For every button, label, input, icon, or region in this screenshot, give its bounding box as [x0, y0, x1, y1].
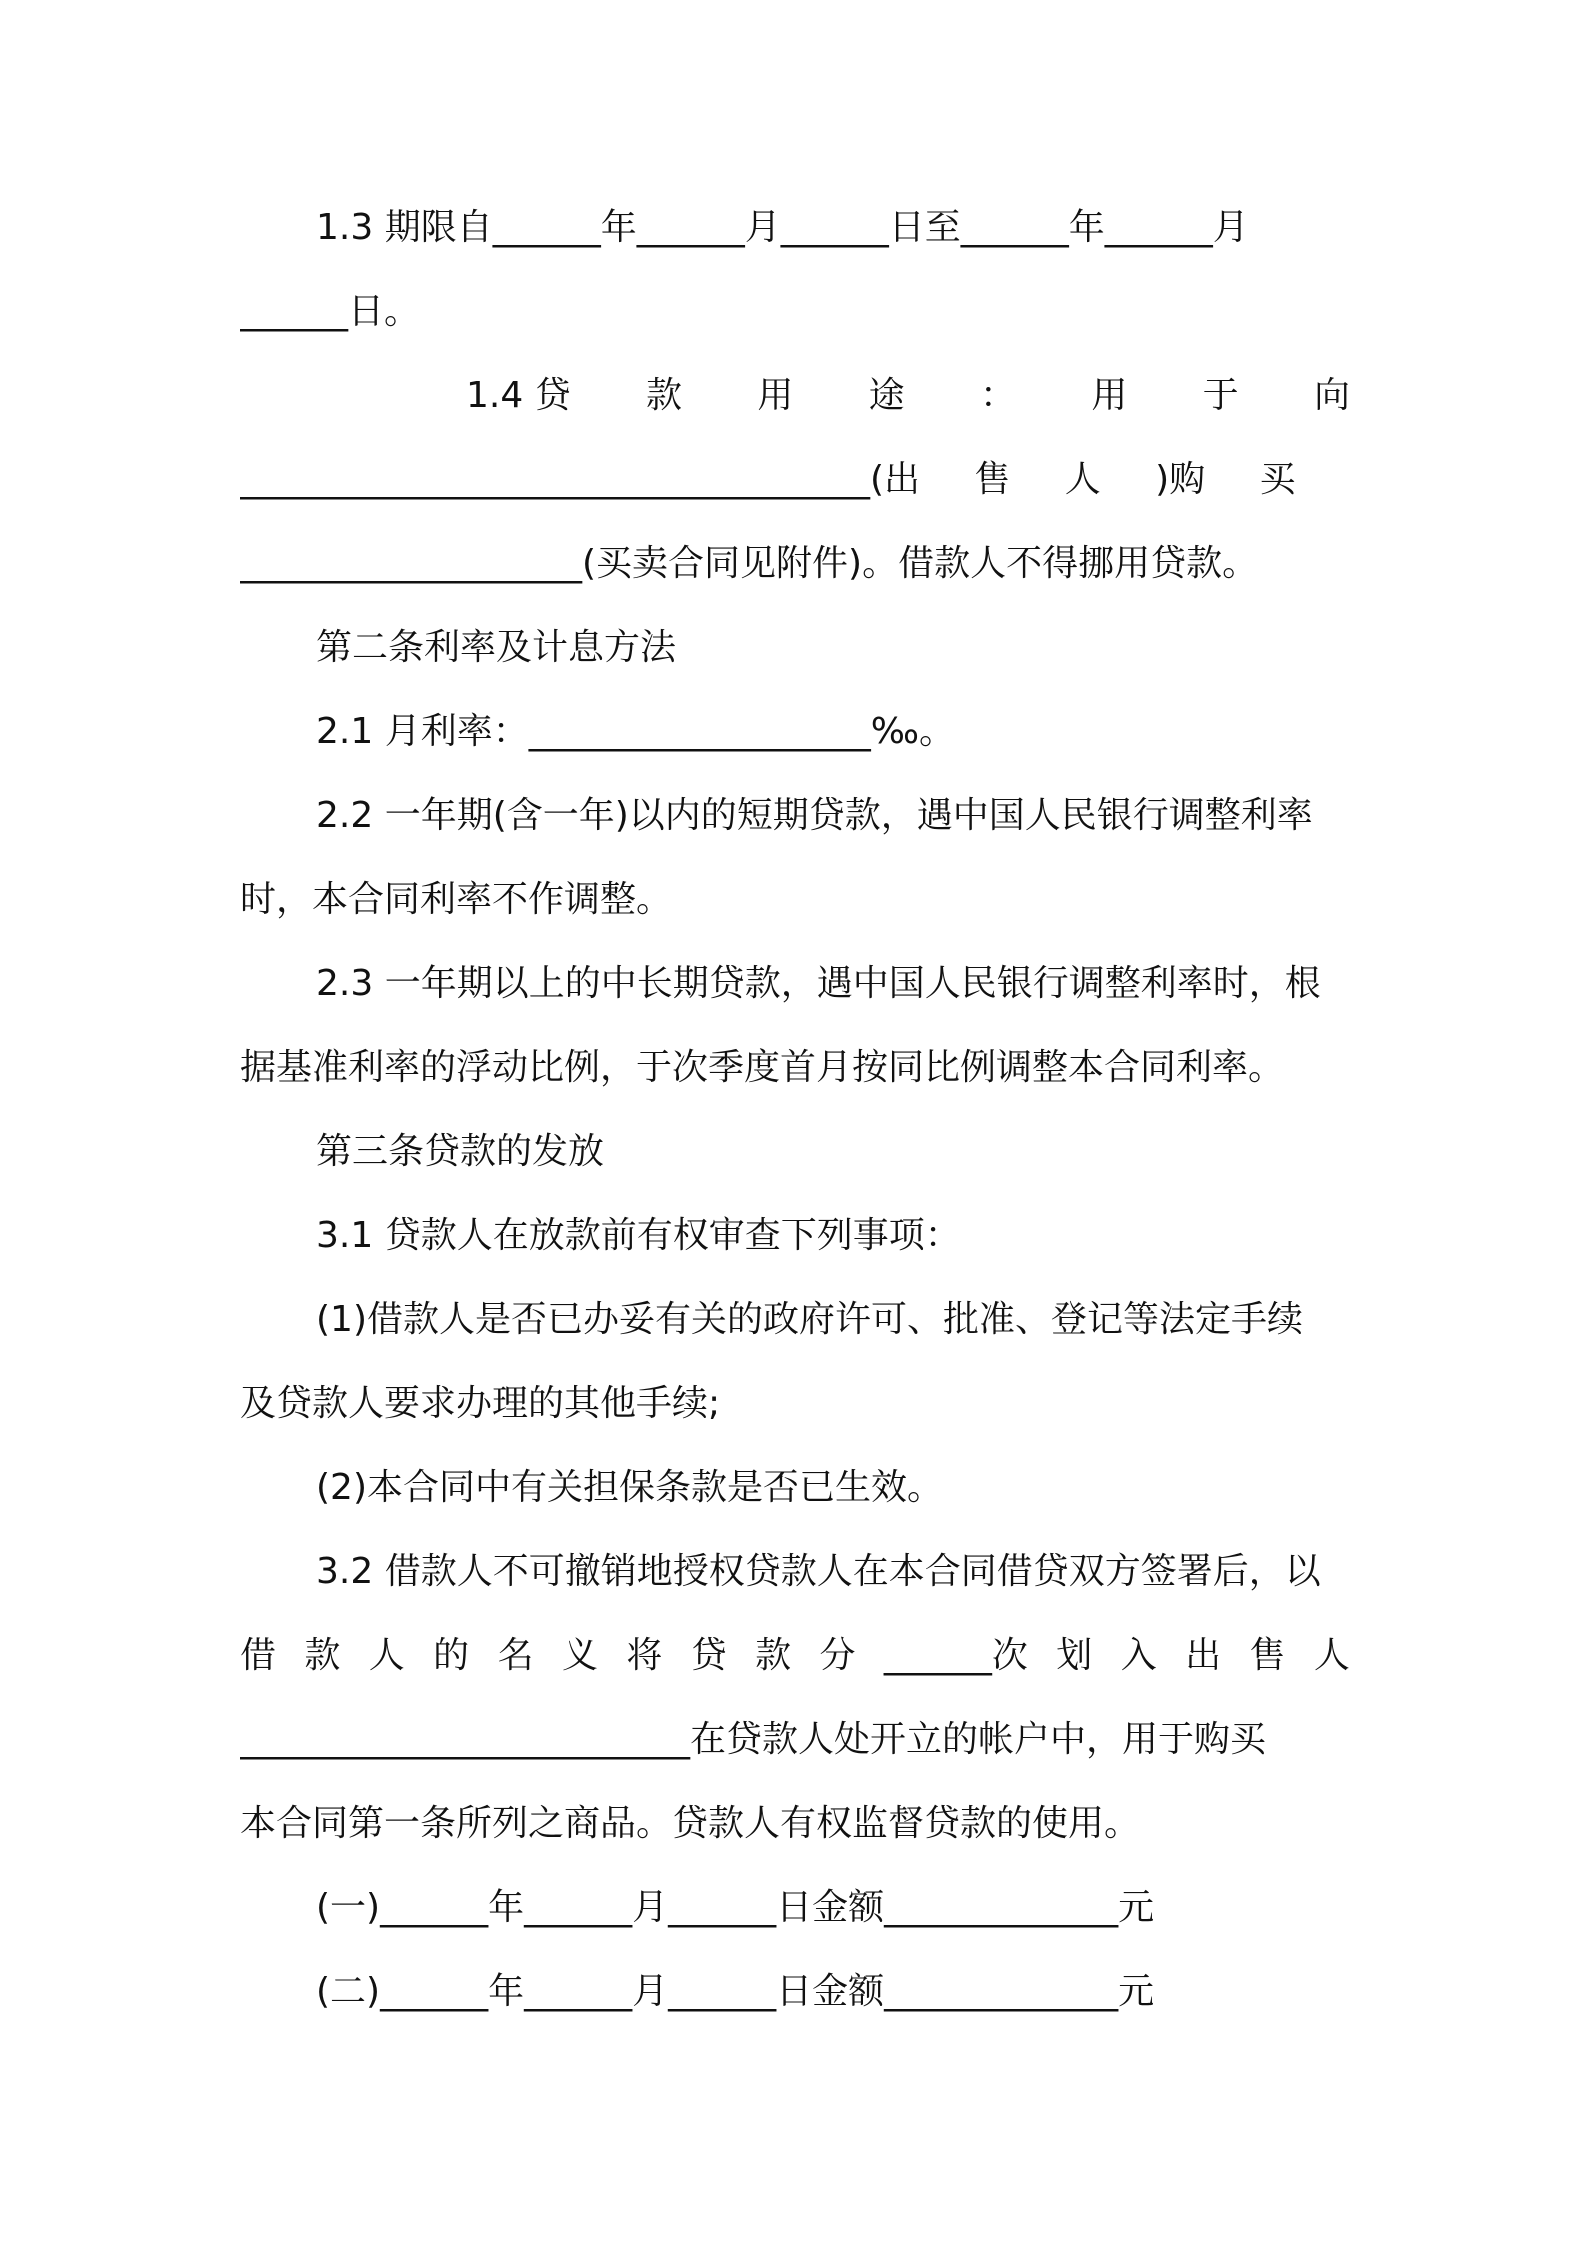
justified-char: ___________________________________(出 — [240, 459, 921, 500]
disbursement-row-1: (一)______年______月______日金额_____________元 — [316, 1887, 1155, 1928]
justified-char: 向 — [1313, 375, 1350, 416]
justified-char: 用 — [757, 375, 794, 416]
para-1-3-line-1: 1.3 期限自______年______月______日至______年______月 — [316, 207, 1249, 248]
justified-char: 出 — [1185, 1635, 1222, 1676]
para-3-2-line-3: _________________________在贷款人处开立的帐户中，用于购买 — [240, 1719, 1267, 1760]
para-3-2-line-4: 本合同第一条所列之商品。贷款人有权监督贷款的使用。 — [240, 1803, 1141, 1844]
justified-char: 途 — [868, 375, 905, 416]
justified-char: 款 — [646, 375, 683, 416]
justified-char: 人 — [1313, 1635, 1350, 1676]
para-3-1-item-1-line-1: (1)借款人是否已办妥有关的政府许可、批准、登记等法定手续 — [316, 1299, 1303, 1340]
justified-char: ： — [980, 375, 1017, 416]
para-1-4-line-1 — [466, 366, 1350, 426]
justified-char: 名 — [497, 1635, 534, 1676]
justified-char: 1.4 贷 — [466, 375, 571, 416]
para-1-4-line-3: ___________________(买卖合同见附件)。借款人不得挪用贷款。 — [240, 543, 1259, 584]
disbursement-row-2: (二)______年______月______日金额_____________元 — [316, 1971, 1155, 2012]
justified-char: 买 — [1259, 459, 1296, 500]
para-3-1-item-1-line-2: 及贷款人要求办理的其他手续; — [240, 1383, 721, 1424]
justified-char: 售 — [974, 459, 1011, 500]
para-1-3-line-2: ______日。 — [240, 291, 421, 332]
para-2-2-line-2: 时，本合同利率不作调整。 — [240, 879, 673, 920]
justified-char: 分 — [819, 1635, 856, 1676]
justified-char: 将 — [626, 1635, 663, 1676]
section-2-heading: 第二条利率及计息方法 — [316, 627, 677, 668]
justified-char: 款 — [304, 1635, 341, 1676]
justified-char: 用 — [1091, 375, 1128, 416]
justified-char: 义 — [561, 1635, 598, 1676]
justified-char: 贷 — [690, 1635, 727, 1676]
para-2-3-line-1: 2.3 一年期以上的中长期贷款，遇中国人民银行调整利率时，根 — [316, 963, 1321, 1004]
justified-char: 于 — [1202, 375, 1239, 416]
para-3-2-line-1: 3.2 借款人不可撤销地授权贷款人在本合同借贷双方签署后，以 — [316, 1551, 1321, 1592]
justified-char: 划 — [1056, 1635, 1093, 1676]
para-3-1-item-2: (2)本合同中有关担保条款是否已生效。 — [316, 1467, 943, 1508]
justified-char: 人 — [1064, 459, 1101, 500]
para-2-2-line-1: 2.2 一年期(含一年)以内的短期贷款，遇中国人民银行调整利率 — [316, 795, 1313, 836]
para-3-2-line-2 — [240, 1626, 1350, 1686]
justified-char: 入 — [1120, 1635, 1157, 1676]
justified-char: 借 — [240, 1635, 277, 1676]
justified-char: 人 — [368, 1635, 405, 1676]
justified-char: 款 — [755, 1635, 792, 1676]
para-1-4-line-2 — [240, 450, 1350, 510]
para-2-3-line-2: 据基准利率的浮动比例，于次季度首月按同比例调整本合同利率。 — [240, 1047, 1285, 1088]
justified-char: ______次 — [883, 1635, 1028, 1676]
justified-char: 售 — [1249, 1635, 1286, 1676]
para-2-1: 2.1 月利率：___________________‰。 — [316, 711, 956, 752]
justified-char: 的 — [433, 1635, 470, 1676]
section-3-heading: 第三条贷款的发放 — [316, 1131, 605, 1172]
para-3-1: 3.1 贷款人在放款前有权审查下列事项： — [316, 1215, 961, 1256]
justified-char: )购 — [1155, 459, 1206, 500]
